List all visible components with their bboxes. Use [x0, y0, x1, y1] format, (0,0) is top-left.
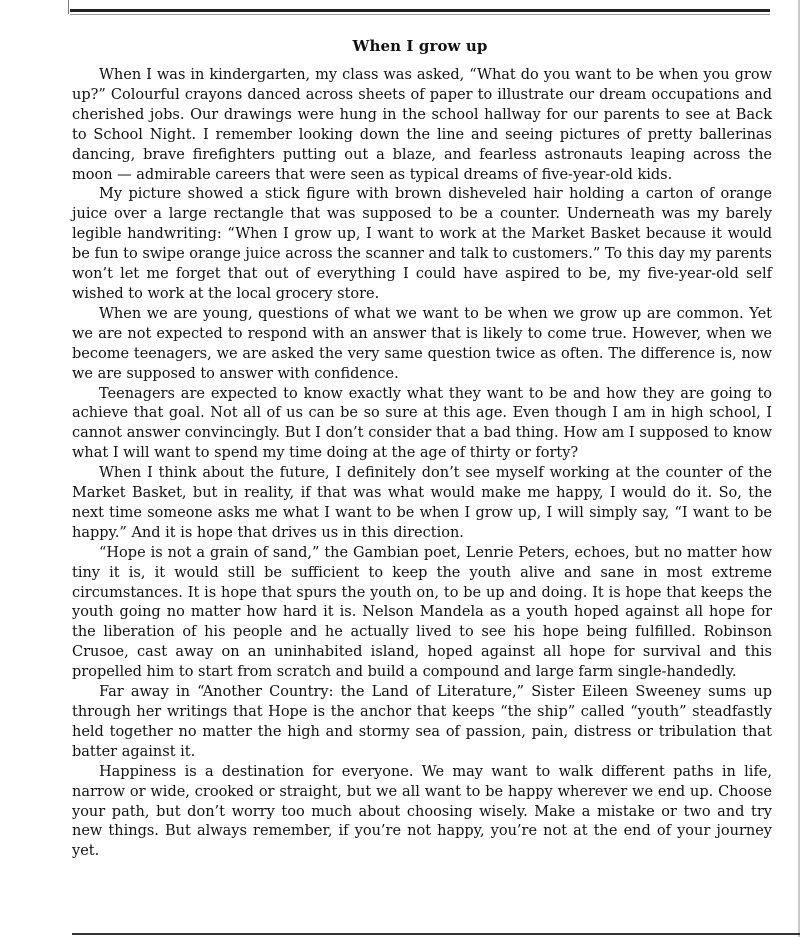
bottom-rule	[72, 933, 800, 935]
article-title: When I grow up	[352, 37, 488, 55]
paragraph: Teenagers are expected to know exactly what they want to be and how they are going to achieve that goal. Not all of us can be so sure at this age. Even though I am in high school, I cannot answer convincingly. But I don’t consider that a bad thing. How am I supposed to know what I will want to spend my time doing at the age of thirty or forty?	[72, 385, 772, 462]
page-edge-left	[68, 0, 69, 14]
paragraph: Far away in “Another Country: the Land of Literature,” Sister Eileen Sweeney sums up through her writings that Hope is the anchor that keeps “the ship” called “youth” steadfastly held together no matter the high and stormy sea of passion, pain, distress or tribulation that batter against it.	[72, 684, 772, 760]
paragraph: My picture showed a stick figure with brown disheveled hair holding a carton of orange juice over a large rectangle that was supposed to be a counter. Underneath was my barely legible handwriting: “When I grow up, I want to work at the Market Basket because it would be fun to swipe orange juice across the scanner and talk to customers.” To this day my parents won’t let me forget that out of everything I could have aspired to be, my five-year-old self wished to work at the local grocery store.	[72, 186, 772, 302]
paragraph: Happiness is a destination for everyone. We may want to walk different paths in life, narrow or wide, crooked or straight, but we all want to be happy wherever we end up. Choose your path, but don’t worry too much about choosing wisely. Make a mistake or two and try new things. But always remember, if you’re not happy, you’re not at the end of your journey yet.	[72, 763, 772, 860]
top-rule	[70, 9, 770, 12]
paragraph: When we are young, questions of what we want to be when we grow up are common. Yet we are not expected to respond with an answer that is likely to come true. However, when we become teenagers, we are asked the very same question twice as often. The difference is, now we are supposed to answer with confidence.	[72, 305, 772, 382]
article-body	[72, 66, 772, 862]
paragraph: “Hope is not a grain of sand,” the Gambian poet, Lenrie Peters, echoes, but no matter how tiny it is, it would still be sufficient to keep the youth alive and sane in most extreme circumstances. It is hope that spurs the youth on, to be up and doing. It is hope that keeps the youth going no matter how hard it is. Nelson Mandela as a youth hoped against all hope for the liberation of his people and he actually lived to see his hope being fulfilled. Robinson Crusoe, cast away on an uninhabited island, hoped against all hope for survival and this propelled him to start from scratch and build a compound and large farm single-handedly.	[72, 544, 772, 681]
paragraph: When I think about the future, I definitely don’t see myself working at the counter of the Market Basket, but in reality, if that was what would make me happy, I would do it. So, the next time someone asks me what I want to be when I grow up, I will simply say, “I want to be happy.” And it is hope that drives us in this direction.	[72, 465, 772, 541]
top-rule-thin	[70, 14, 770, 15]
paragraph: When I was in kindergarten, my class was asked, “What do you want to be when you grow up?” Colourful crayons danced across sheets of paper to illustrate our dream occupations and cherished jobs. Our drawings were hung in the school hallway for our parents to see at Back to School Night. I remember looking down the line and seeing pictures of pretty ballerinas dancing, brave firefighters putting out a blaze, and fearless astronauts leaping across the moon — admirable careers that were seen as typical dreams of five-year-old kids.	[72, 67, 772, 183]
